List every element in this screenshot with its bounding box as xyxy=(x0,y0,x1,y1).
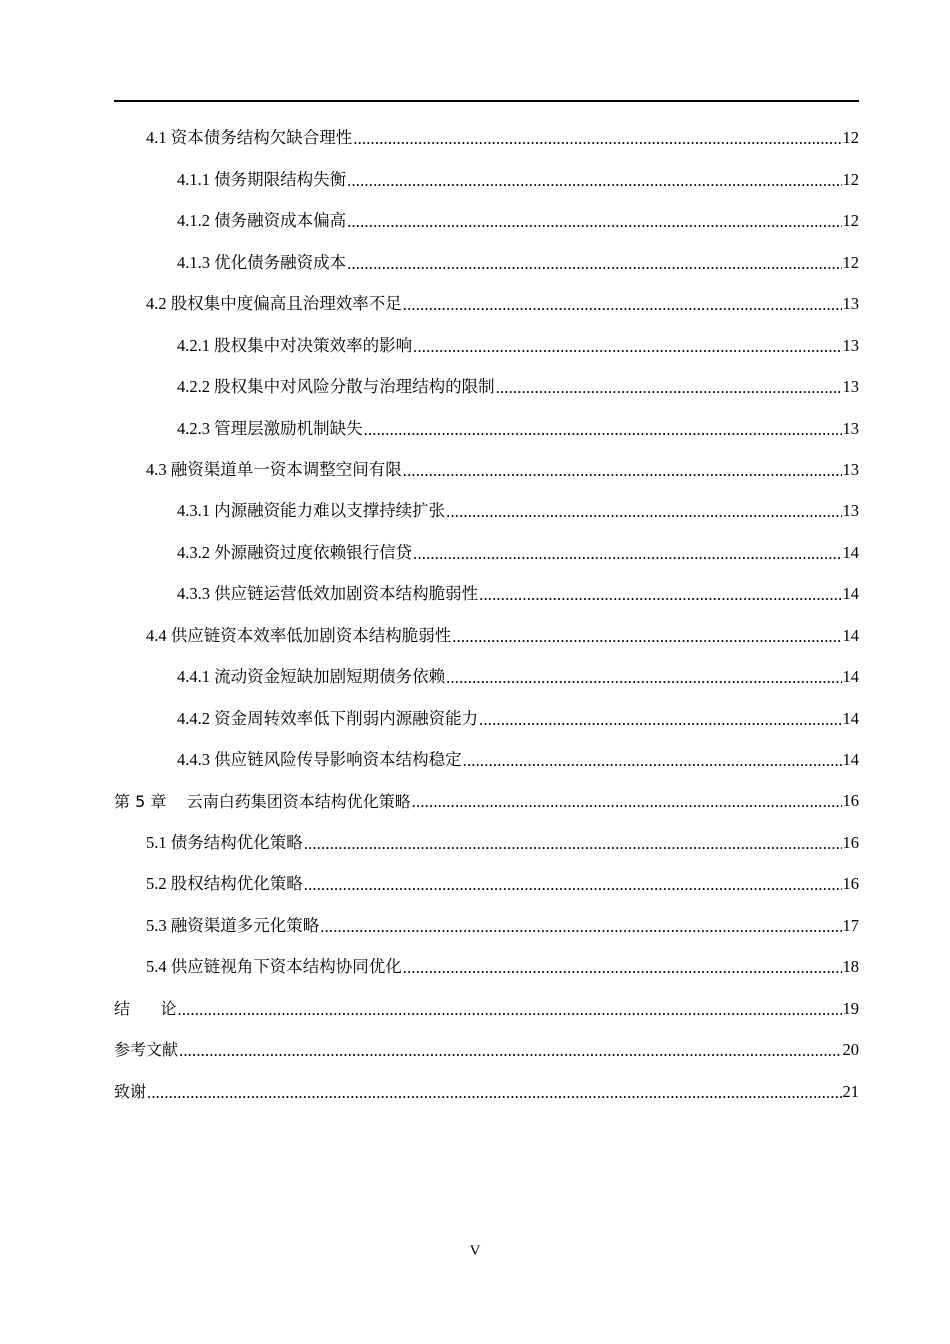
toc-entry-page: 21 xyxy=(842,1081,859,1101)
dot-leader xyxy=(304,836,842,853)
toc-entry-4-1-1[interactable] xyxy=(114,159,859,200)
toc-entry-title: 4.2.2 股权集中对风险分散与治理结构的限制 xyxy=(177,377,495,397)
toc-entry-5-3[interactable] xyxy=(114,905,859,946)
toc-entry-title: 4.2 股权集中度偏高且治理效率不足 xyxy=(146,294,402,314)
table-of-contents xyxy=(114,118,859,1113)
toc-entry-title: 4.3.3 供应链运营低效加剧资本结构脆弱性 xyxy=(177,584,479,604)
toc-entry-5-4[interactable] xyxy=(114,947,859,988)
page-number: V xyxy=(469,1243,481,1259)
toc-entry-4-2[interactable] xyxy=(114,284,859,325)
toc-entry-4-2-3[interactable] xyxy=(114,408,859,449)
toc-entry-4-4-1[interactable] xyxy=(114,657,859,698)
dot-leader xyxy=(412,794,842,811)
toc-entry-page: 13 xyxy=(842,459,859,479)
toc-entry-page: 14 xyxy=(842,542,859,562)
dot-leader xyxy=(304,877,842,894)
dot-leader xyxy=(446,504,841,521)
dot-leader xyxy=(403,463,842,480)
toc-entry-conclusion[interactable] xyxy=(114,988,859,1029)
toc-entry-page: 13 xyxy=(842,418,859,438)
toc-entry-title: 4.3.1 内源融资能力难以支撑持续扩张 xyxy=(177,501,446,521)
toc-entry-acknowledgements[interactable] xyxy=(114,1071,859,1112)
dot-leader xyxy=(463,753,842,770)
toc-entry-title: 4.3.2 外源融资过度依赖银行信贷 xyxy=(177,542,413,562)
toc-entry-title: 4.4.3 供应链风险传导影响资本结构稳定 xyxy=(177,750,462,770)
dot-leader xyxy=(353,131,841,148)
toc-entry-4-2-1[interactable] xyxy=(114,325,859,366)
toc-entry-page: 14 xyxy=(842,750,859,770)
dot-leader xyxy=(413,546,841,563)
toc-entry-4-4-3[interactable] xyxy=(114,740,859,781)
toc-entry-title: 4.4.2 资金周转效率低下削弱内源融资能力 xyxy=(177,708,479,728)
dot-leader xyxy=(320,919,841,936)
toc-entry-page: 12 xyxy=(842,252,859,272)
dot-leader xyxy=(364,422,842,439)
dot-leader xyxy=(347,256,841,273)
toc-entry-page: 13 xyxy=(842,294,859,314)
toc-entry-page: 14 xyxy=(842,625,859,645)
toc-entry-page: 12 xyxy=(842,211,859,231)
dot-leader xyxy=(452,629,841,646)
toc-entry-page: 20 xyxy=(842,1040,859,1060)
toc-entry-title: 4.4.1 流动资金短缺加剧短期债务依赖 xyxy=(177,667,446,687)
toc-entry-title: 4.2.1 股权集中对决策效率的影响 xyxy=(177,335,413,355)
toc-entry-4-4-2[interactable] xyxy=(114,698,859,739)
dot-leader xyxy=(178,1002,842,1019)
toc-entry-title: 5.2 股权结构优化策略 xyxy=(146,874,303,894)
dot-leader xyxy=(179,1043,841,1060)
toc-entry-page: 19 xyxy=(842,998,859,1018)
toc-entry-title: 5.3 融资渠道多元化策略 xyxy=(146,915,320,935)
dot-leader xyxy=(413,339,841,356)
toc-entry-references[interactable] xyxy=(114,1030,859,1071)
toc-entry-page: 12 xyxy=(842,128,859,148)
toc-entry-4-3-2[interactable] xyxy=(114,532,859,573)
toc-entry-page: 14 xyxy=(842,667,859,687)
header-rule xyxy=(114,100,859,102)
toc-entry-title: 参考文献 xyxy=(114,1040,179,1060)
dot-leader xyxy=(446,670,841,687)
dot-leader xyxy=(147,1085,841,1102)
dot-leader xyxy=(403,960,842,977)
toc-entry-title: 4.4 供应链资本效率低加剧资本结构脆弱性 xyxy=(146,625,452,645)
toc-entry-title: 5.4 供应链视角下资本结构协同优化 xyxy=(146,957,402,977)
toc-entry-title: 4.1 资本债务结构欠缺合理性 xyxy=(146,128,353,148)
toc-entry-page: 12 xyxy=(842,169,859,189)
toc-entry-5-1[interactable] xyxy=(114,822,859,863)
toc-entry-title: 4.2.3 管理层激励机制缺失 xyxy=(177,418,363,438)
toc-entry-page: 18 xyxy=(842,957,859,977)
toc-entry-4-3-3[interactable] xyxy=(114,574,859,615)
toc-entry-4-1-2[interactable] xyxy=(114,201,859,242)
toc-entry-4-2-2[interactable] xyxy=(114,367,859,408)
dot-leader xyxy=(479,587,841,604)
toc-entry-title: 结 论 xyxy=(114,998,177,1018)
toc-entry-page: 17 xyxy=(842,915,859,935)
toc-entry-title: 4.1.3 优化债务融资成本 xyxy=(177,252,347,272)
dot-leader xyxy=(479,712,841,729)
toc-entry-4-3[interactable] xyxy=(114,450,859,491)
dot-leader xyxy=(347,214,841,231)
dot-leader xyxy=(347,173,841,190)
toc-entry-page: 14 xyxy=(842,584,859,604)
toc-entry-chapter-5[interactable] xyxy=(114,781,859,822)
toc-entry-page: 16 xyxy=(842,874,859,894)
toc-entry-page: 16 xyxy=(842,832,859,852)
toc-entry-page: 13 xyxy=(842,501,859,521)
toc-entry-title: 致谢 xyxy=(114,1081,147,1101)
toc-entry-title: 第 5 章 云南白药集团资本结构优化策略 xyxy=(114,791,411,811)
toc-entry-title: 4.3 融资渠道单一资本调整空间有限 xyxy=(146,459,402,479)
dot-leader xyxy=(403,297,842,314)
dot-leader xyxy=(496,380,842,397)
toc-entry-page: 14 xyxy=(842,708,859,728)
toc-entry-page: 13 xyxy=(842,335,859,355)
toc-entry-4-4[interactable] xyxy=(114,615,859,656)
toc-entry-4-1[interactable] xyxy=(114,118,859,159)
toc-entry-title: 4.1.1 债务期限结构失衡 xyxy=(177,169,347,189)
toc-entry-4-1-3[interactable] xyxy=(114,242,859,283)
toc-entry-page: 13 xyxy=(842,377,859,397)
toc-entry-page: 16 xyxy=(842,791,859,811)
toc-entry-title: 4.1.2 债务融资成本偏高 xyxy=(177,211,347,231)
toc-entry-title: 5.1 债务结构优化策略 xyxy=(146,832,303,852)
toc-entry-4-3-1[interactable] xyxy=(114,491,859,532)
toc-entry-5-2[interactable] xyxy=(114,864,859,905)
